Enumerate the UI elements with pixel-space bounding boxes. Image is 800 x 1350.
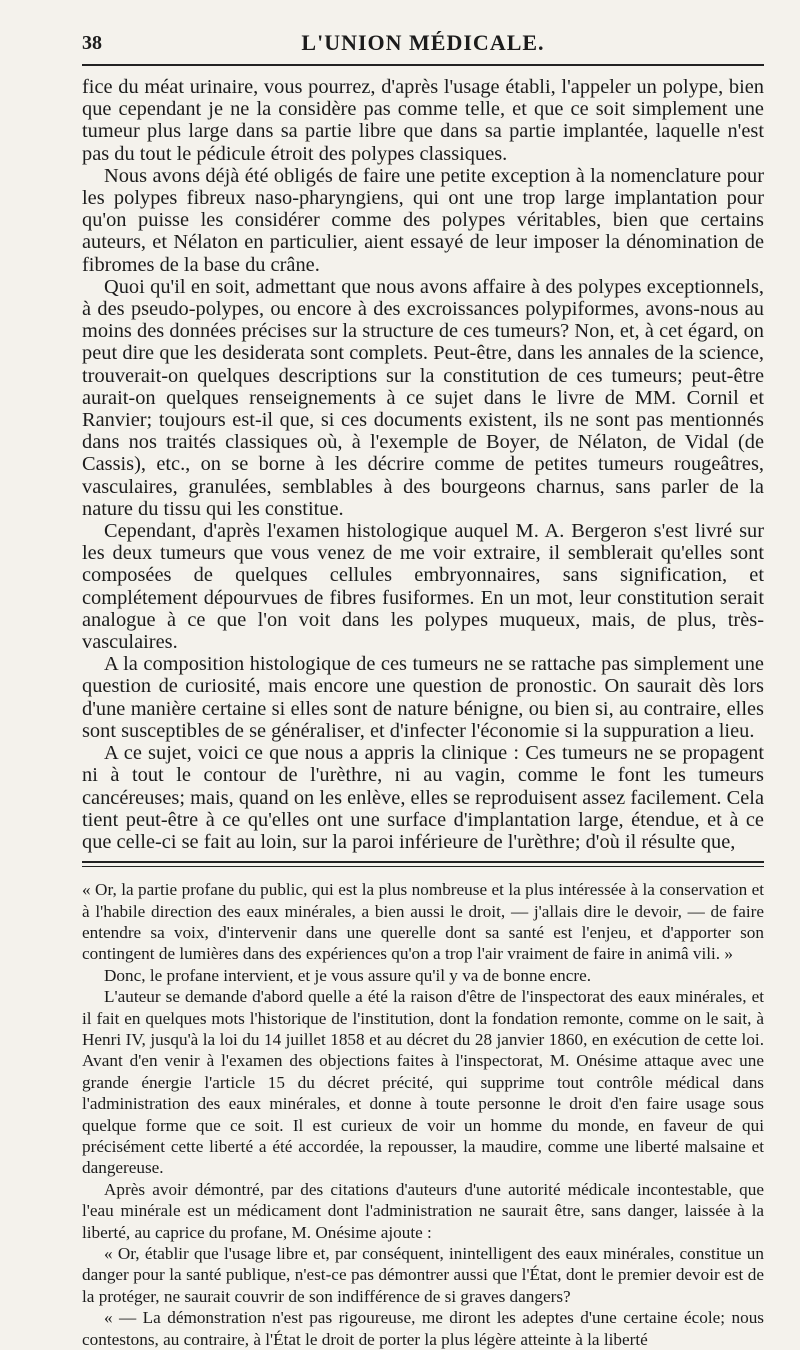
feuilleton-paragraph: « — La démonstration n'est pas rigoureuse, me diront les adeptes d'une certaine école; nous contestons, au contraire, à l'État le droit de porter la plus légère atteinte à la liberté <box>82 1308 764 1349</box>
feuilleton-paragraph: « Or, la partie profane du public, qui est la plus nombreuse et la plus intéressée à la conservation et à l'habile direction des eaux minérales, a bien aussi le droit, — j'allais dire le devoir, — de faire entendre sa voix, d'intervenir dans une querelle dont sa santé est l'enjeu, et d'apporter son contingent de lumières dans des expériences qu'on a trop l'air vraiment de faire in animâ vili. » <box>82 880 764 964</box>
feuilleton-paragraph: Donc, le profane intervient, et je vous assure qu'il y va de bonne encre. <box>104 965 592 985</box>
page-number: 38 <box>82 32 102 54</box>
feuilleton-paragraph: « Or, établir que l'usage libre et, par conséquent, inintelligent des eaux minérales, constitue un danger pour la santé publique, n'est-ce pas démontrer aussi que l'État, dont le premier devoir est de la protéger, ne saurait couvrir de son indifférence de si graves dangers? <box>82 1244 764 1306</box>
main-article <box>82 76 764 853</box>
main-paragraph: Quoi qu'il en soit, admettant que nous avons affaire à des polypes exceptionnels, à des pseudo-polypes, ou encore à des excroissances polypiformes, avons-nous au moins des données précises sur la structure de ces tumeurs? Non, et, à cet égard, on peut dire que les desiderata sont complets. Peut-être, dans les annales de la science, trouverait-on quelques descriptions sur la constitution de ces tumeurs; peut-être aurait-on quelques renseignements à ce sujet dans le livre de MM. Cornil et Ranvier; toujours est-il que, si ces documents existent, ils ne sont pas mentionnés dans nos traités classiques où, à l'exemple de Boyer, de Nélaton, de Vidal (de Cassis), etc., on se borne à les décrire comme de petites tumeurs rougeâtres, vasculaires, granulées, semblables à des bourgeons charnus, sans parler de la nature du tissu qui les constitue. <box>82 275 764 520</box>
page-header <box>82 28 764 66</box>
feuilleton-section <box>82 879 764 1350</box>
main-paragraph: Cependant, d'après l'examen histologique auquel M. A. Bergeron s'est livré sur les deux tumeurs que vous venez de me voir extraire, il semblerait qu'elles sont composées de quelques cellules embryonnaires, sans signification, et complétement dépourvues de fibres fusiformes. En un mot, leur constitution serait analogue à ce que l'on voit dans les polypes muqueux, mais, de plus, très-vasculaires. <box>82 520 764 654</box>
main-paragraph: Nous avons déjà été obligés de faire une petite exception à la nomenclature pour les polypes fibreux naso-pharyngiens, qui ont une trop large implantation pour qu'on puisse les considérer comme des polypes véritables, bien que certains auteurs, et Nélaton en particulier, aient essayé de leur imposer la dénomination de fibromes de la base du crâne. <box>82 164 764 276</box>
main-paragraph: A la composition histologique de ces tumeurs ne se rattache pas simplement une question de curiosité, mais encore une question de pronostic. On saurait dès lors d'une manière certaine si elles sont de nature bénigne, ou bien si, au contraire, elles sont susceptibles de se généraliser, et d'infecter l'économie si la suppuration a lieu. <box>82 653 764 742</box>
running-title: L'UNION MÉDICALE. <box>301 30 545 55</box>
feuilleton-divider <box>82 861 764 863</box>
feuilleton-paragraph: Après avoir démontré, par des citations d'auteurs d'une autorité médicale incontestable, que l'eau minérale est un médicament dont l'administration ne saurait être, sans danger, laissée à la liberté, au caprice du profane, M. Onésime ajoute : <box>82 1179 764 1242</box>
feuilleton-divider-thin <box>82 866 764 867</box>
main-paragraph: fice du méat urinaire, vous pourrez, d'après l'usage établi, l'appeler un polype, bien que cependant je ne la considère pas comme telle, et que ce soit simplement une tumeur plus large dans sa partie libre que dans sa partie implantée, laquelle n'est pas du tout le pédicule étroit des polypes classiques. <box>82 76 764 165</box>
feuilleton-paragraph: L'auteur se demande d'abord quelle a été la raison d'être de l'inspectorat des eaux minérales, et il fait en quelques mots l'historique de l'institution, dont la fondation remonte, comme on le sait, à Henri IV, jusqu'à la loi du 14 juillet 1858 et au décret du 28 janvier 1860, en exécution de cette loi. Avant d'en venir à l'examen des objections faites à l'inspectorat, M. Onésime attaque avec une grande énergie l'article 15 du décret précité, qui supprime tout contrôle médical dans l'administration des eaux minérales, et donne à toute personne le droit d'en faire usage sous quelque forme que ce soit. Il est curieux de voir un homme du monde, en faveur de qui précisément cette liberté a été accordée, la repousser, la maudire, comme une liberté malsaine et dangereuse. <box>82 987 764 1178</box>
main-paragraph: A ce sujet, voici ce que nous a appris la clinique : Ces tumeurs ne se propagent ni à tout le contour de l'urèthre, ni au vagin, comme le font les tumeurs cancéreuses; mais, quand on les enlève, elles se reproduisent assez facilement. Cela tient peut-être à ce qu'elles ont une surface d'implantation large, étendue, et à ce que celle-ci se fait au loin, sur la paroi inférieure de l'urèthre; d'où il résulte que, <box>82 742 764 853</box>
